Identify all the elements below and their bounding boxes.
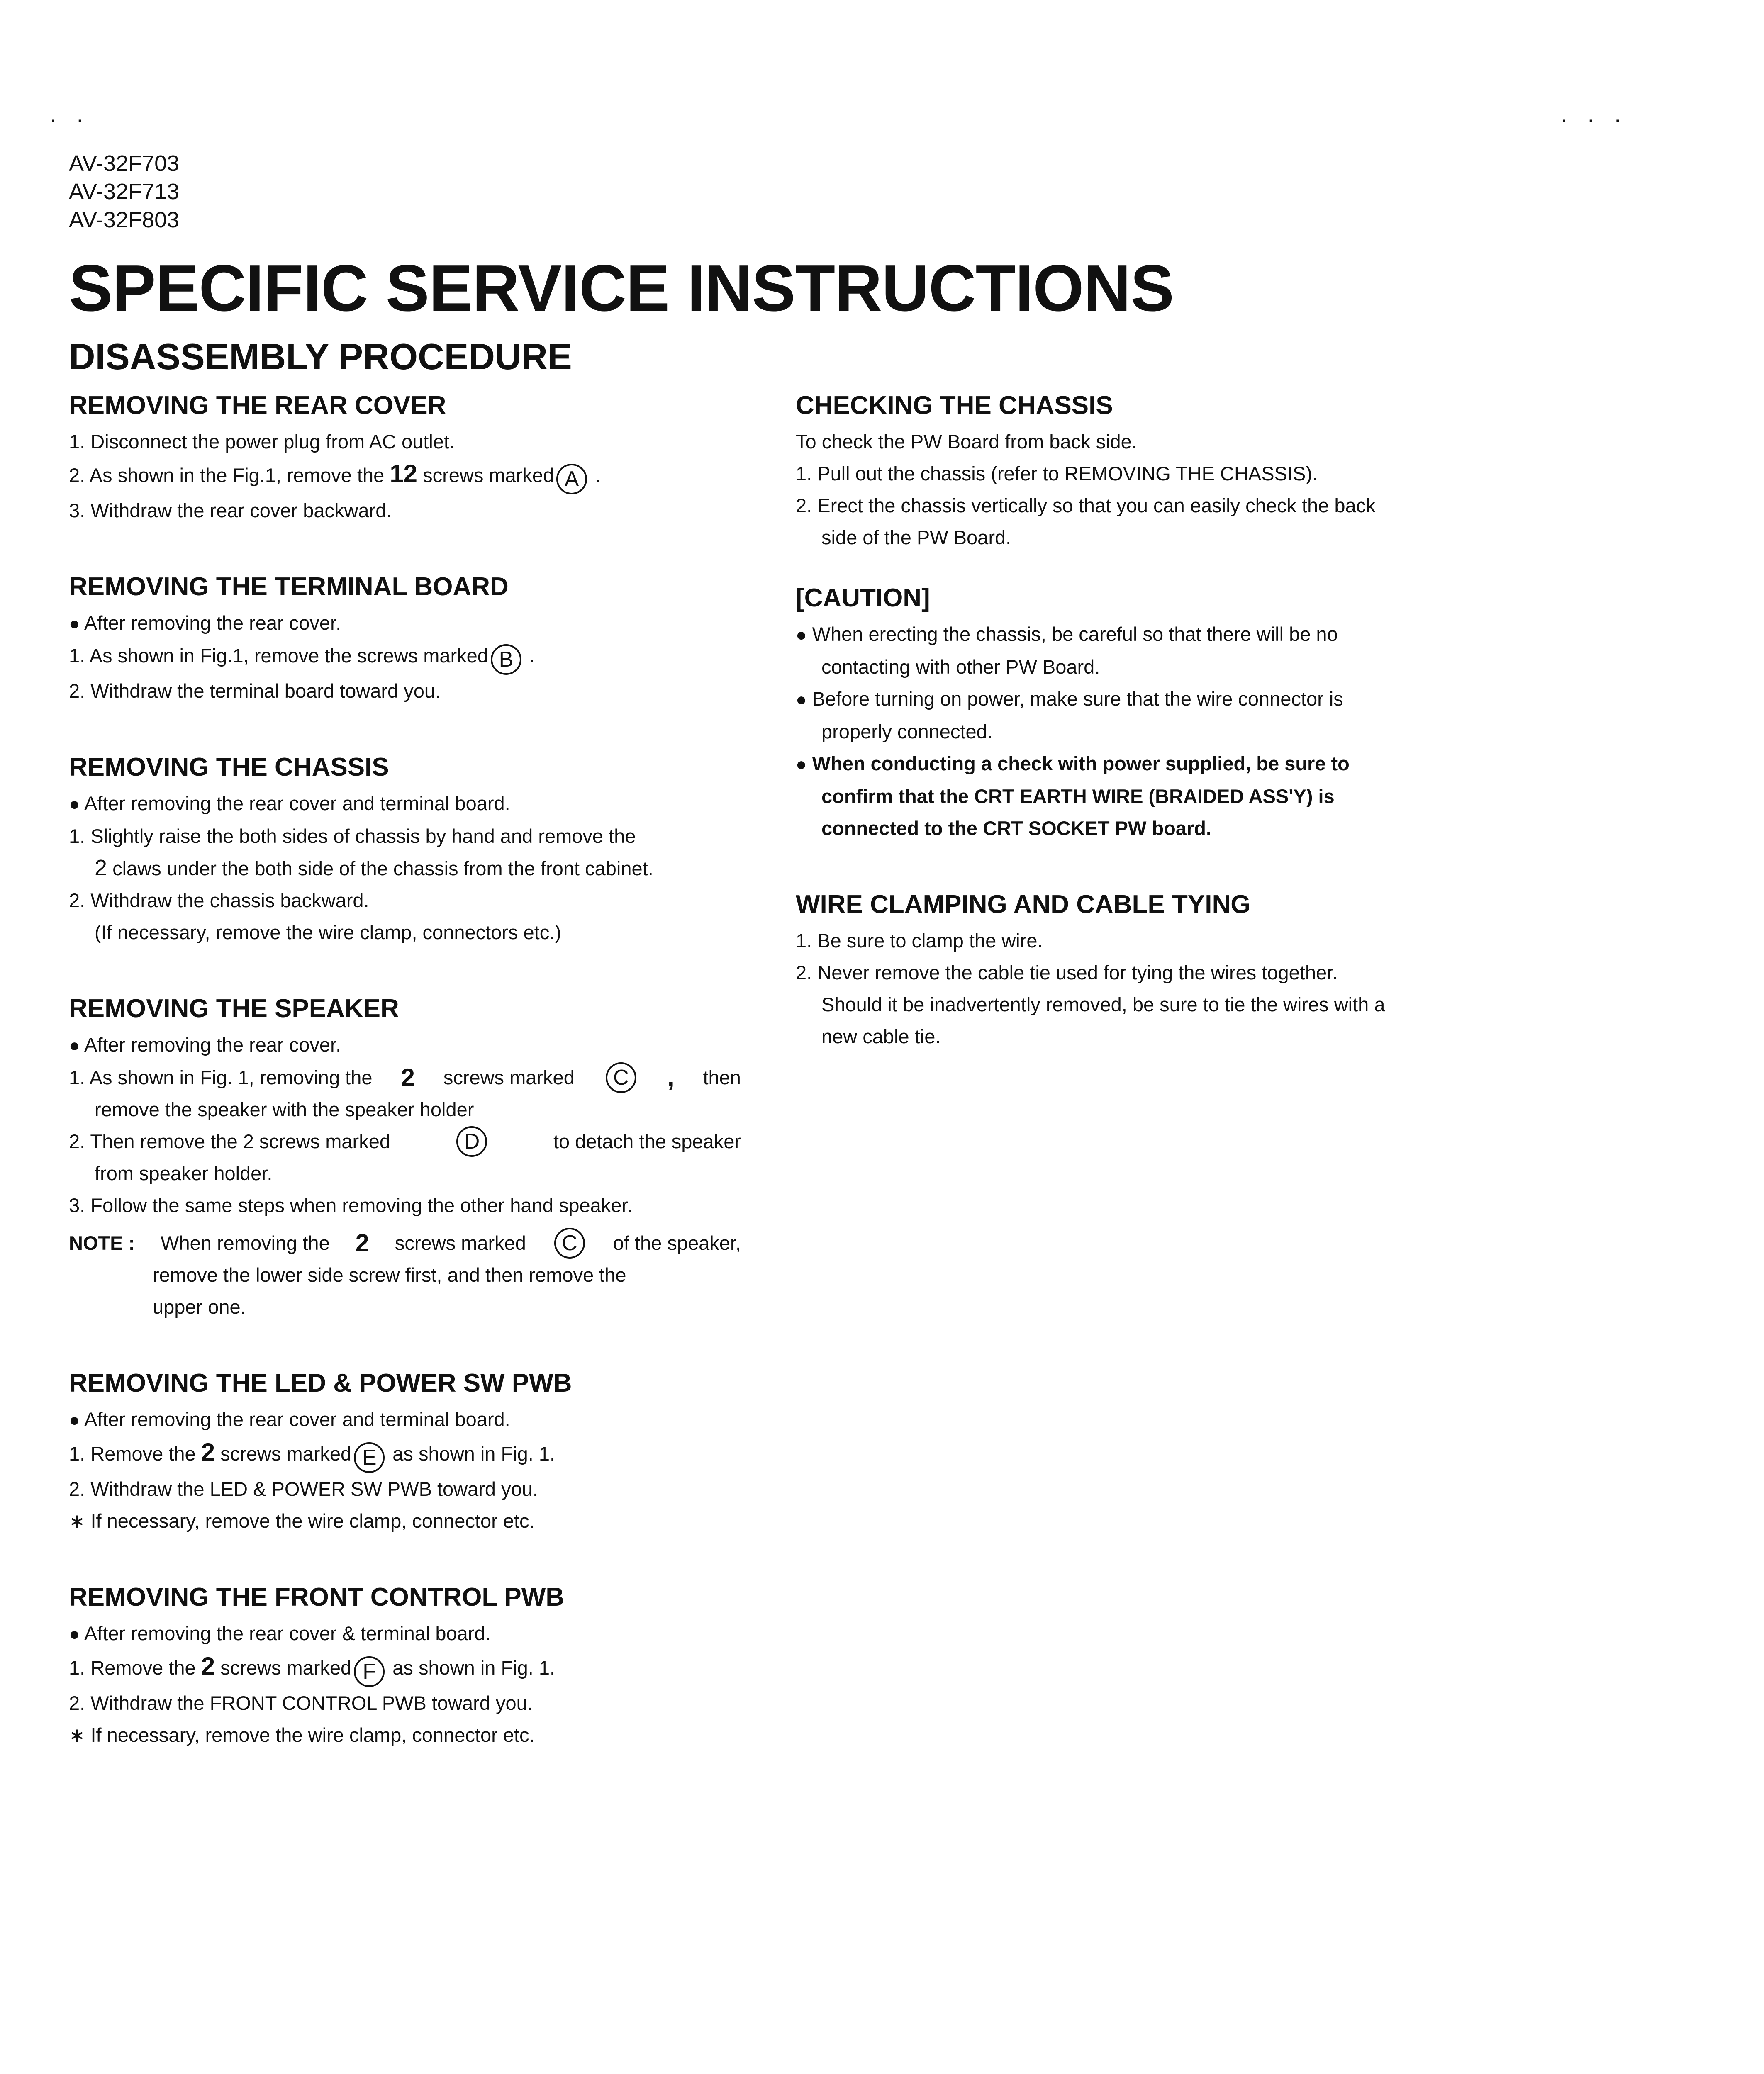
section-heading: WIRE CLAMPING AND CABLE TYING: [796, 890, 1251, 919]
step-text-part: to detach the speaker: [553, 1130, 741, 1152]
section-wire-clamping: [796, 889, 1476, 1052]
step-text: [69, 640, 741, 675]
bullet-item: [796, 747, 1476, 780]
bullet-item: [69, 1029, 741, 1061]
circled-mark-e-icon: E: [354, 1442, 385, 1473]
model-list: [69, 149, 179, 234]
step-text-part: as shown in Fig. 1.: [392, 1443, 556, 1465]
bullet-text: After removing the rear cover.: [84, 1034, 341, 1056]
note-line: [69, 1259, 741, 1291]
step-text-part: then: [703, 1066, 741, 1088]
step-note: ∗ If necessary, remove the wire clamp, connector etc.: [69, 1510, 535, 1532]
section-caution: [796, 582, 1476, 844]
step-text: To check the PW Board from back side.: [796, 431, 1137, 453]
step-text: [69, 1650, 741, 1687]
section-heading: [CAUTION]: [796, 584, 930, 612]
page-subtitle: DISASSEMBLY PROCEDURE: [69, 336, 572, 377]
bullet-item: [69, 1403, 741, 1436]
note-label: NOTE :: [69, 1232, 135, 1254]
note-text-part: screws marked: [395, 1232, 526, 1254]
section-checking-chassis: [796, 390, 1476, 553]
step-text: 1. Be sure to clamp the wire.: [796, 930, 1043, 952]
step-text-part: .: [595, 464, 601, 486]
circled-mark-c-icon: C: [554, 1228, 585, 1259]
model-number: AV-32F713: [69, 179, 180, 204]
step-text-part: .: [529, 645, 535, 667]
step-text-part: 2. Then remove the 2 screws marked: [69, 1130, 390, 1152]
section-heading: CHECKING THE CHASSIS: [796, 391, 1113, 420]
screw-count: 2: [201, 1438, 215, 1466]
page-title: SPECIFIC SERVICE INSTRUCTIONS: [69, 252, 1174, 325]
section-heading: REMOVING THE LED & POWER SW PWB: [69, 1369, 572, 1397]
circled-mark-d-icon: D: [456, 1126, 487, 1157]
bullet-item: [69, 607, 741, 640]
screw-count: 12: [390, 460, 418, 487]
section-heading: REMOVING THE SPEAKER: [69, 994, 399, 1023]
step-text: [69, 1061, 741, 1093]
section-front-control-pwb: [69, 1582, 741, 1751]
screw-count: 2: [201, 1652, 215, 1680]
bullet-icon: ●: [69, 1624, 80, 1644]
bullet-text: After removing the rear cover and terminal board.: [84, 792, 510, 814]
step-text: 1. Pull out the chassis (refer to REMOVING THE CHASSIS).: [796, 463, 1318, 484]
note-text-part: When removing the: [161, 1232, 330, 1254]
bullet-icon: ●: [796, 625, 807, 645]
left-column: [69, 390, 741, 1751]
step-text: 3. Withdraw the rear cover backward.: [69, 499, 392, 521]
note-text-part: remove the lower side screw first, and then remove the: [153, 1264, 626, 1286]
step-text: 2. Withdraw the LED & POWER SW PWB toward you.: [69, 1478, 538, 1500]
step-text: Should it be inadvertently removed, be sure to tie the wires with a: [821, 993, 1385, 1015]
section-chassis: [69, 752, 741, 948]
section-led-power-pwb: [69, 1368, 741, 1537]
bullet-item: [69, 787, 741, 820]
header-dots-right: · · ·: [1560, 105, 1628, 133]
bullet-icon: ●: [796, 689, 807, 710]
section-heading: REMOVING THE TERMINAL BOARD: [69, 572, 509, 601]
bullet-text: When conducting a check with power supplied, be sure to: [812, 752, 1350, 774]
step-text: 2. Withdraw the chassis backward.: [69, 889, 369, 911]
bullet-icon: ●: [69, 1035, 80, 1056]
bullet-text-cont: contacting with other PW Board.: [821, 656, 1100, 678]
step-text: [69, 852, 741, 884]
circled-mark-c-icon: C: [606, 1062, 636, 1093]
right-column: [796, 390, 1476, 1052]
section-heading: REMOVING THE REAR COVER: [69, 391, 446, 420]
section-rear-cover: [69, 390, 741, 526]
circled-mark-f-icon: F: [354, 1656, 385, 1687]
step-text: from speaker holder.: [95, 1162, 273, 1184]
step-text: 1. Disconnect the power plug from AC outlet.: [69, 431, 455, 453]
note-line: [69, 1227, 741, 1259]
step-text-part: 1. Remove the: [69, 1443, 196, 1465]
screw-count: 2: [355, 1229, 369, 1257]
step-text: 2. Never remove the cable tie used for tying the wires together.: [796, 962, 1338, 983]
model-number: AV-32F803: [69, 207, 180, 232]
step-note: ∗ If necessary, remove the wire clamp, connector etc.: [69, 1724, 535, 1746]
step-note: (If necessary, remove the wire clamp, connectors etc.): [95, 921, 561, 943]
bullet-text: Before turning on power, make sure that the wire connector is: [812, 688, 1343, 710]
step-text-part: screws marked: [423, 464, 554, 486]
bullet-icon: ●: [69, 613, 80, 634]
bullet-item: [796, 683, 1476, 716]
bullet-icon: ●: [69, 794, 80, 814]
step-text-part: 1. As shown in Fig.1, remove the screws marked: [69, 645, 488, 667]
step-text-part: 1. As shown in Fig. 1, removing the: [69, 1066, 373, 1088]
step-text: 2. Erect the chassis vertically so that you can easily check the back: [796, 494, 1376, 516]
step-text: 3. Follow the same steps when removing the other hand speaker.: [69, 1194, 633, 1216]
step-text: side of the PW Board.: [821, 526, 1011, 548]
step-text-part: as shown in Fig. 1.: [392, 1657, 556, 1679]
bullet-text: After removing the rear cover and terminal board.: [84, 1408, 510, 1430]
section-speaker: [69, 993, 741, 1323]
step-text: new cable tie.: [821, 1025, 941, 1047]
section-terminal-board: [69, 571, 741, 707]
step-text: remove the speaker with the speaker holder: [95, 1098, 474, 1120]
step-text-part: screws marked: [220, 1443, 352, 1465]
circled-mark-b-icon: B: [491, 644, 521, 675]
header-dots-left: · ·: [49, 105, 90, 133]
step-text-part: screws marked: [443, 1066, 575, 1088]
screw-count: 2: [401, 1064, 415, 1091]
bullet-text: After removing the rear cover.: [84, 612, 341, 634]
step-text-part: screws marked: [220, 1657, 352, 1679]
step-text: 2. Withdraw the terminal board toward you.: [69, 680, 441, 702]
bullet-text: After removing the rear cover & terminal board.: [84, 1622, 491, 1644]
bullet-icon: ●: [69, 1410, 80, 1430]
step-text: 2. Withdraw the FRONT CONTROL PWB toward you.: [69, 1692, 533, 1714]
note-line: upper one.: [153, 1296, 246, 1318]
circled-mark-a-icon: A: [556, 464, 587, 494]
section-heading: REMOVING THE CHASSIS: [69, 753, 389, 781]
step-text: 1. Slightly raise the both sides of chassis by hand and remove the: [69, 825, 636, 847]
step-text: [69, 458, 741, 494]
model-number: AV-32F703: [69, 151, 180, 176]
claw-count: 2: [95, 855, 107, 880]
step-text: [69, 1436, 741, 1473]
bullet-text-cont: properly connected.: [821, 721, 993, 742]
section-heading: REMOVING THE FRONT CONTROL PWB: [69, 1583, 565, 1611]
bullet-text: When erecting the chassis, be careful so that there will be no: [812, 623, 1338, 645]
bullet-text-cont: connected to the CRT SOCKET PW board.: [821, 817, 1212, 839]
bullet-icon: ●: [796, 754, 807, 774]
bullet-text-cont: confirm that the CRT EARTH WIRE (BRAIDED ASS'Y) is: [821, 785, 1335, 807]
step-text-part: claws under the both side of the chassis from the front cabinet.: [112, 857, 653, 879]
step-text-part: ,: [667, 1064, 675, 1091]
step-text: [69, 1125, 741, 1157]
bullet-item: [796, 618, 1476, 651]
step-text-part: 2. As shown in the Fig.1, remove the: [69, 464, 385, 486]
note-text-part: of the speaker,: [613, 1232, 741, 1254]
step-text-part: 1. Remove the: [69, 1657, 196, 1679]
bullet-item: [69, 1617, 741, 1650]
